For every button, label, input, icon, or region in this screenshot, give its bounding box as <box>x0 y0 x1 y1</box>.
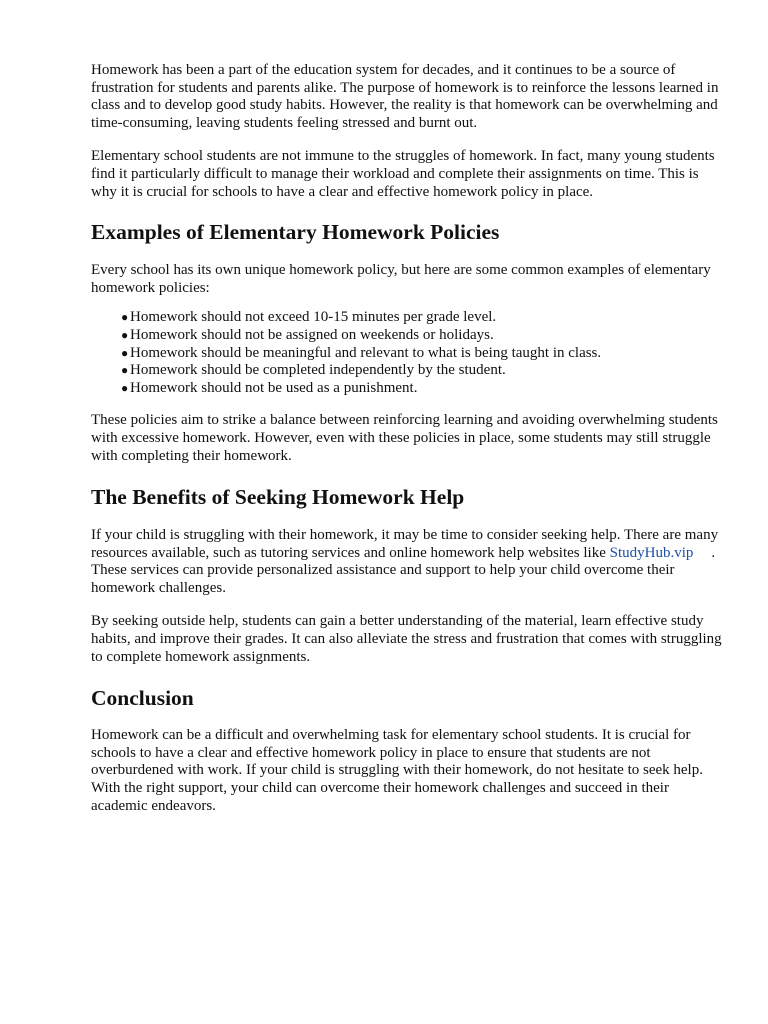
bullet-icon: ● <box>121 327 129 342</box>
bullet-icon: ● <box>121 363 129 378</box>
examples-summary-paragraph: These policies aim to strike a balance between reinforcing learning and avoiding overwhelming students with excessive homework. However, even with these policies in place, some students may still struggle with completing their homework. <box>91 412 718 464</box>
bullet-icon: ● <box>121 380 129 395</box>
intro-paragraph-1: Homework has been a part of the education system for decades, and it continues to be a source of frustration for students and parents alike. The purpose of homework is to reinforce the lessons learned in class and to develop good study habits. However, the reality is that homework can be overwhelming and time-consuming, leaving students feeling stressed and burnt out. <box>91 62 719 131</box>
benefits-text-before-link: If your child is struggling with their homework, it may be time to consider seeking help. There are many resources available, such as tutoring services and online homework help websites like <box>91 527 719 561</box>
list-item <box>123 309 727 327</box>
conclusion-paragraph: Homework can be a difficult and overwhelming task for elementary school students. It is crucial for schools to have a clear and effective homework policy in place to ensure that students are not overburdened with work. If your child is struggling with their homework, do not hesitate to seek help. With the right support, your child can overcome their homework challenges and succeed in their academic endeavors. <box>91 727 703 814</box>
list-item <box>123 380 727 398</box>
benefits-paragraph-1 <box>91 527 727 597</box>
examples-intro-paragraph: Every school has its own unique homework policy, but here are some common examples of elementary homework policies: <box>91 262 711 296</box>
list-item <box>123 327 727 345</box>
conclusion-heading: Conclusion <box>91 686 194 711</box>
benefits-paragraph-2: By seeking outside help, students can gain a better understanding of the material, learn effective study habits, and improve their grades. It can also alleviate the stress and frustration that comes with struggling to complete homework assignments. <box>91 613 722 665</box>
document-page <box>91 60 727 815</box>
list-item <box>123 345 727 363</box>
studyhub-link[interactable]: StudyHub.vip <box>609 544 694 561</box>
benefits-heading: The Benefits of Seeking Homework Help <box>91 485 465 510</box>
bullet-icon: ● <box>121 345 129 360</box>
bullet-icon: ● <box>121 310 129 325</box>
examples-heading: Examples of Elementary Homework Policies <box>91 220 500 245</box>
list-item-text: Homework should not exceed 10-15 minutes per grade level. <box>130 309 497 326</box>
list-item <box>123 362 727 380</box>
list-item-text: Homework should be meaningful and relevant to what is being taught in class. <box>130 344 602 361</box>
list-item-text: Homework should not be used as a punishment. <box>130 379 418 396</box>
list-item-text: Homework should be completed independently by the student. <box>130 362 506 379</box>
benefits-text-after-link: . These services can provide personalized assistance and support to help your child overcome their homework challenges. <box>91 544 716 596</box>
list-item-text: Homework should not be assigned on weekends or holidays. <box>130 326 494 343</box>
policy-list <box>91 309 727 397</box>
intro-paragraph-2: Elementary school students are not immune to the struggles of homework. In fact, many young students find it particularly difficult to manage their workload and complete their assignments on time. This is why it is crucial for schools to have a clear and effective homework policy in place. <box>91 148 715 200</box>
